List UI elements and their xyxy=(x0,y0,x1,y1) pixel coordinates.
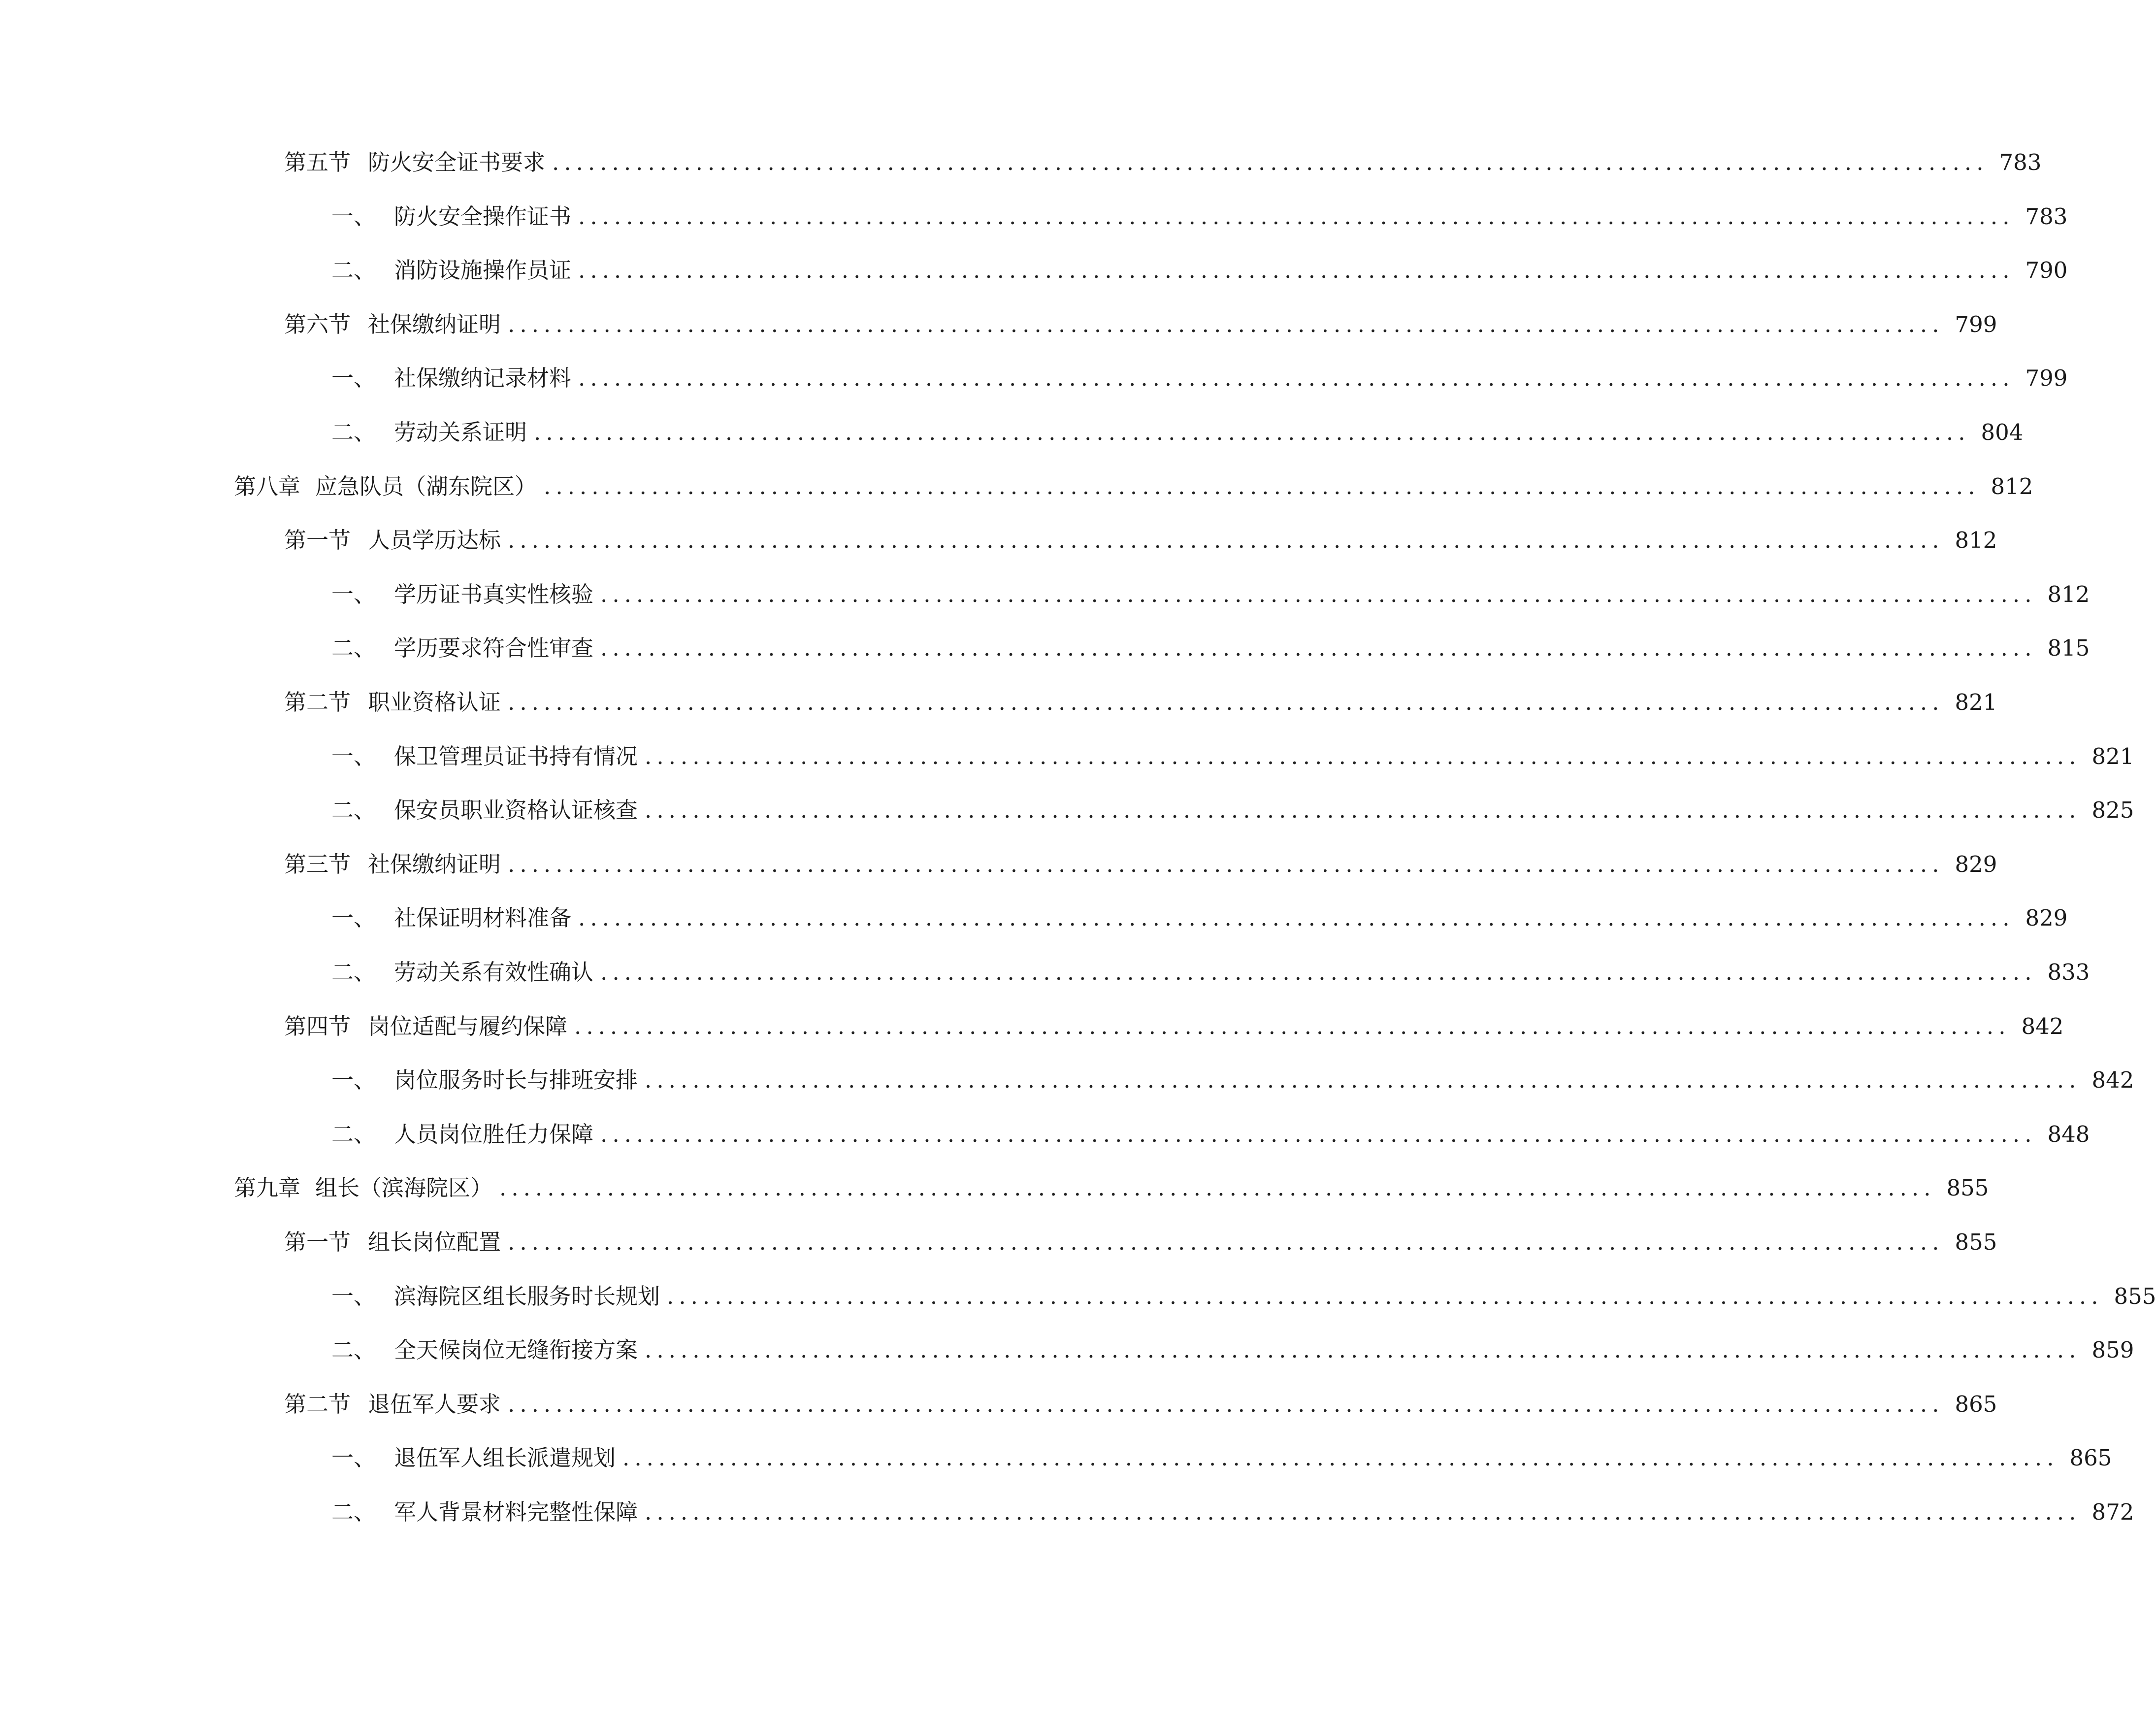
entry-number: 一、 xyxy=(331,581,376,607)
entry-number: 一、 xyxy=(331,743,376,769)
toc-entry[interactable] xyxy=(331,1063,2134,1097)
entry-page-number: 783 xyxy=(1999,149,2042,175)
entry-page-number: 829 xyxy=(1955,851,1997,877)
entry-number: 第八章 xyxy=(234,473,301,499)
dot-leader: ........................................................................................................................ xyxy=(499,1175,1936,1201)
entry-number: 二、 xyxy=(331,257,376,283)
entry-page-number: 804 xyxy=(1981,419,2024,445)
toc-entry[interactable] xyxy=(284,523,1997,558)
entry-number: 第四节 xyxy=(284,1013,351,1039)
dot-leader: ........................................................................................................................ xyxy=(508,1391,1944,1417)
entry-number: 二、 xyxy=(331,959,376,985)
entry-page-number: 848 xyxy=(2047,1121,2090,1147)
entry-title: 社保缴纳证明 xyxy=(368,851,501,877)
entry-number: 二、 xyxy=(331,419,376,445)
dot-leader: ........................................................................................................................ xyxy=(544,473,1980,499)
entry-title: 防火安全操作证书 xyxy=(394,203,572,230)
entry-title: 组长岗位配置 xyxy=(368,1229,501,1255)
entry-title: 劳动关系有效性确认 xyxy=(394,959,594,985)
entry-number: 二、 xyxy=(331,1499,376,1525)
entry-title: 全天候岗位无缝衔接方案 xyxy=(394,1337,638,1363)
entry-page-number: 812 xyxy=(1955,527,1997,553)
toc-entry[interactable] xyxy=(331,739,2134,774)
toc-entry[interactable] xyxy=(234,469,2033,504)
entry-page-number: 842 xyxy=(2021,1013,2064,1039)
entry-number: 第二节 xyxy=(284,1391,351,1417)
dot-leader: ........................................................................................................................ xyxy=(578,905,2015,931)
toc-entry[interactable] xyxy=(331,955,2090,990)
dot-leader: ........................................................................................................................ xyxy=(508,851,1944,877)
entry-number: 第五节 xyxy=(284,149,351,175)
toc-entry[interactable] xyxy=(234,1171,1989,1205)
entry-number: 第九章 xyxy=(234,1175,301,1201)
entry-page-number: 855 xyxy=(2114,1283,2156,1309)
entry-title: 岗位服务时长与排班安排 xyxy=(394,1067,638,1093)
entry-title: 职业资格认证 xyxy=(368,689,501,715)
entry-number: 第一节 xyxy=(284,527,351,553)
entry-title: 退伍军人组长派遣规划 xyxy=(394,1445,616,1471)
dot-leader: ........................................................................................................................ xyxy=(600,581,2037,607)
dot-leader: ........................................................................................................................ xyxy=(578,365,2015,391)
dot-leader: ........................................................................................................................ xyxy=(508,527,1944,553)
entry-title: 消防设施操作员证 xyxy=(394,257,572,283)
entry-title: 学历证书真实性核验 xyxy=(394,581,594,607)
dot-leader: ........................................................................................................................ xyxy=(534,419,1970,445)
dot-leader: ........................................................................................................................ xyxy=(645,797,2081,823)
entry-number: 二、 xyxy=(331,635,376,661)
entry-title: 社保缴纳记录材料 xyxy=(394,365,572,391)
entry-title: 保卫管理员证书持有情况 xyxy=(394,743,638,769)
entry-title: 人员岗位胜任力保障 xyxy=(394,1121,594,1147)
entry-title: 学历要求符合性审查 xyxy=(394,635,594,661)
entry-number: 二、 xyxy=(331,797,376,823)
entry-page-number: 790 xyxy=(2025,257,2068,283)
dot-leader: ........................................................................................................................ xyxy=(600,635,2037,661)
toc-entry[interactable] xyxy=(284,847,1997,882)
entry-page-number: 829 xyxy=(2025,905,2068,931)
entry-title: 社保证明材料准备 xyxy=(394,905,572,931)
entry-number: 二、 xyxy=(331,1337,376,1363)
dot-leader: ........................................................................................................................ xyxy=(552,149,1989,175)
entry-number: 一、 xyxy=(331,203,376,230)
entry-number: 一、 xyxy=(331,1283,376,1309)
dot-leader: ........................................................................................................................ xyxy=(600,1121,2037,1147)
toc-entry[interactable] xyxy=(331,199,2068,234)
entry-page-number: 865 xyxy=(1955,1391,1997,1417)
dot-leader: ........................................................................................................................ xyxy=(578,257,2015,283)
toc-entry[interactable] xyxy=(331,901,2068,935)
dot-leader: ........................................................................................................................ xyxy=(574,1013,2011,1039)
entry-page-number: 815 xyxy=(2047,635,2090,661)
dot-leader: ........................................................................................................................ xyxy=(645,1337,2081,1363)
entry-page-number: 865 xyxy=(2069,1445,2112,1471)
entry-page-number: 855 xyxy=(1955,1229,1997,1255)
toc-entry[interactable] xyxy=(331,1117,2090,1152)
toc-entry[interactable] xyxy=(331,1279,2156,1314)
entry-number: 第六节 xyxy=(284,311,351,337)
dot-leader: ........................................................................................................................ xyxy=(667,1283,2103,1309)
entry-page-number: 825 xyxy=(2091,797,2134,823)
entry-title: 人员学历达标 xyxy=(368,527,501,553)
entry-title: 应急队员（湖东院区） xyxy=(315,473,537,499)
toc-entry[interactable] xyxy=(331,361,2068,396)
entry-page-number: 783 xyxy=(2025,203,2068,230)
dot-leader: ........................................................................................................................ xyxy=(600,959,2037,985)
entry-number: 一、 xyxy=(331,1445,376,1471)
entry-title: 劳动关系证明 xyxy=(394,419,527,445)
toc-entry[interactable] xyxy=(284,145,2042,180)
entry-title: 退伍军人要求 xyxy=(368,1391,501,1417)
dot-leader: ........................................................................................................................ xyxy=(508,311,1944,337)
toc-entry[interactable] xyxy=(284,1009,2064,1044)
toc-entry[interactable] xyxy=(284,685,1997,720)
entry-title: 军人背景材料完整性保障 xyxy=(394,1499,638,1525)
entry-page-number: 842 xyxy=(2091,1067,2134,1093)
dot-leader: ........................................................................................................................ xyxy=(508,1229,1944,1255)
toc-entry[interactable] xyxy=(331,253,2068,288)
entry-number: 第一节 xyxy=(284,1229,351,1255)
toc-entry[interactable] xyxy=(331,1333,2134,1367)
entry-number: 第二节 xyxy=(284,689,351,715)
entry-page-number: 855 xyxy=(1946,1175,1989,1201)
entry-page-number: 872 xyxy=(2091,1499,2134,1525)
entry-page-number: 799 xyxy=(2025,365,2068,391)
toc-entry[interactable] xyxy=(331,631,2090,665)
entry-number: 一、 xyxy=(331,1067,376,1093)
dot-leader: ........................................................................................................................ xyxy=(508,689,1944,715)
entry-title: 滨海院区组长服务时长规划 xyxy=(394,1283,660,1309)
toc-entry[interactable] xyxy=(331,415,2024,450)
entry-page-number: 799 xyxy=(1955,311,1997,337)
entry-title: 组长（滨海院区） xyxy=(315,1175,493,1201)
entry-title: 岗位适配与履约保障 xyxy=(368,1013,568,1039)
toc-entry[interactable] xyxy=(284,307,1997,342)
entry-title: 社保缴纳证明 xyxy=(368,311,501,337)
entry-page-number: 821 xyxy=(1955,689,1997,715)
dot-leader: ........................................................................................................................ xyxy=(645,1499,2081,1525)
entry-page-number: 812 xyxy=(2047,581,2090,607)
toc-entry[interactable] xyxy=(284,1387,1997,1422)
entry-number: 第三节 xyxy=(284,851,351,877)
toc-entry[interactable] xyxy=(331,577,2090,612)
entry-number: 二、 xyxy=(331,1121,376,1147)
toc-entry[interactable] xyxy=(331,1495,2134,1529)
entry-page-number: 812 xyxy=(1991,473,2033,499)
toc-entry[interactable] xyxy=(331,793,2134,828)
entry-title: 防火安全证书要求 xyxy=(368,149,546,175)
dot-leader: ........................................................................................................................ xyxy=(645,1067,2081,1093)
dot-leader: ........................................................................................................................ xyxy=(578,203,2015,230)
entry-page-number: 833 xyxy=(2047,959,2090,985)
entry-title: 保安员职业资格认证核查 xyxy=(394,797,638,823)
toc-entry[interactable] xyxy=(331,1441,2112,1475)
entry-number: 一、 xyxy=(331,365,376,391)
dot-leader: ........................................................................................................................ xyxy=(622,1445,2059,1471)
entry-page-number: 821 xyxy=(2091,743,2134,769)
entry-page-number: 859 xyxy=(2091,1337,2134,1363)
toc-entry[interactable] xyxy=(284,1225,1997,1260)
dot-leader: ........................................................................................................................ xyxy=(645,743,2081,769)
entry-number: 一、 xyxy=(331,905,376,931)
